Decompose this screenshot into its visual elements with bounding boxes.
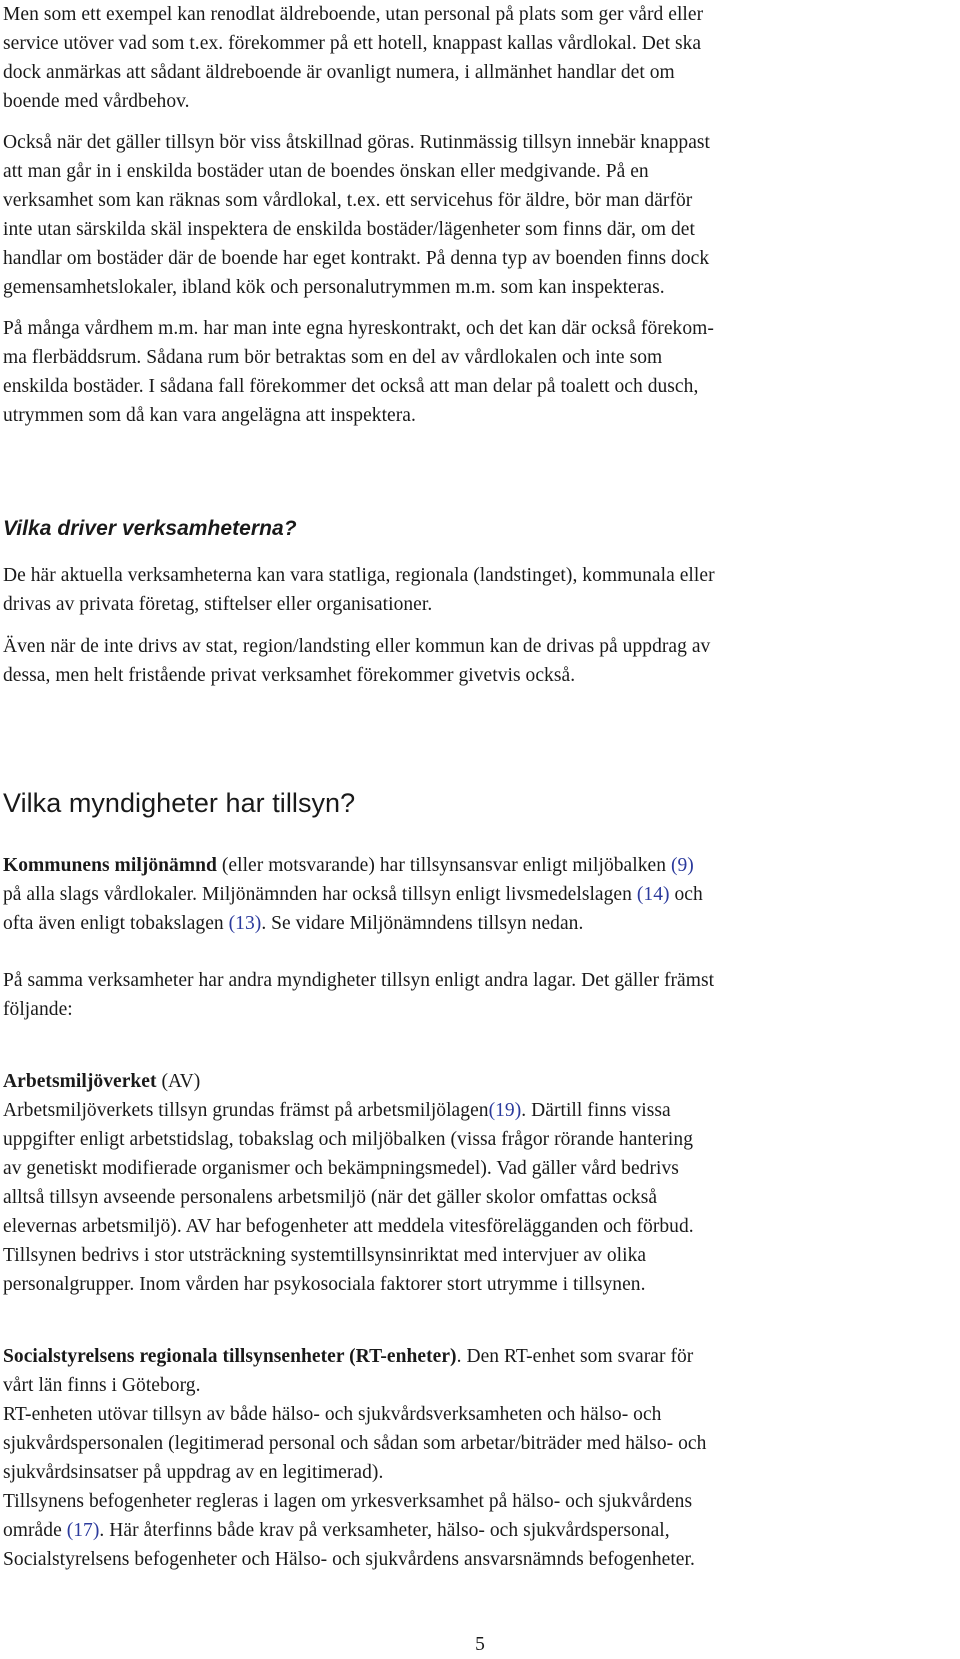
bold-term: Kommunens miljönämnd <box>3 855 217 876</box>
text-run: (AV) <box>156 1071 201 1092</box>
text-line: att man går in i enskilda bostäder utan de boendes önskan eller medgivande. På en <box>3 161 649 182</box>
text-line: uppgifter enligt arbetstidslag, tobakslag och miljöbalken (vissa frågor rörande hantering <box>3 1129 693 1150</box>
page-number: 5 <box>475 1634 485 1655</box>
text-line: drivas av privata företag, stiftelser eller organisationer. <box>3 594 433 615</box>
text-line: ma flerbäddsrum. Sådana rum bör betraktas som en del av vårdlokalen och inte som <box>3 347 663 368</box>
text-run: . Här återfinns både krav på verksamheter, hälso- och sjukvårdspersonal, <box>99 1520 670 1541</box>
text-run: (eller motsvarande) har tillsynsansvar enligt miljöbalken <box>216 855 671 876</box>
bold-term: Arbetsmiljöverket <box>3 1071 157 1092</box>
text-run: . Den RT-enhet som svarar för <box>456 1346 694 1367</box>
text-line: handlar om bostäder där de boende har eget kontrakt. På denna typ av boenden finns dock <box>3 248 710 269</box>
text-run: område <box>3 1520 67 1541</box>
bold-term: Socialstyrelsens regionala tillsynsenheter (RT-enheter) <box>3 1346 457 1367</box>
text-line <box>3 1067 953 1096</box>
text-line <box>3 1342 953 1371</box>
text-line: sjukvårdspersonalen (legitimerad personal och sådan som arbetar/biträder med hälso- och <box>3 1433 707 1454</box>
text-run: . Se vidare Miljönämndens tillsyn nedan. <box>261 913 584 934</box>
text-line <box>3 1516 953 1545</box>
reference-link[interactable]: (14) <box>636 884 670 905</box>
paragraph-rt-units <box>3 1342 953 1574</box>
reference-link[interactable]: (17) <box>66 1520 100 1541</box>
paragraph-commissioned <box>3 632 953 690</box>
paragraph-elderly-housing <box>3 0 953 116</box>
text-line: gemensamhetslokaler, ibland kök och personalutrymmen m.m. som kan inspekteras. <box>3 277 665 298</box>
text-line: elevernas arbetsmiljö). AV har befogenheter att meddela vitesförelägganden och förbud. <box>3 1216 694 1237</box>
reference-link[interactable]: (9) <box>670 855 694 876</box>
paragraph-other-authorities <box>3 966 953 1024</box>
text-line: På samma verksamheter har andra myndigheter tillsyn enligt andra lagar. Det gäller främst <box>3 970 715 991</box>
text-line: dessa, men helt fristående privat verksamhet förekommer givetvis också. <box>3 665 576 686</box>
heading-authorities: Vilka myndigheter har tillsyn? <box>3 788 356 818</box>
text-line: Tillsynen bedrivs i stor utsträckning systemtillsynsinriktat med intervjuer av olika <box>3 1245 647 1266</box>
text-line: sjukvårdsinsatser på uppdrag av en legitimerad). <box>3 1462 384 1483</box>
paragraph-care-homes <box>3 314 953 430</box>
text-line: boende med vårdbehov. <box>3 91 190 112</box>
text-line <box>3 1096 953 1125</box>
text-line <box>3 909 953 938</box>
text-line: De här aktuella verksamheterna kan vara statliga, regionala (landstinget), kommunala eller <box>3 565 715 586</box>
text-line: Även när de inte drivs av stat, region/landsting eller kommun kan de drivas på uppdrag av <box>3 636 711 657</box>
text-line: service utöver vad som t.ex. förekommer på ett hotell, knappast kallas vårdlokal. Det ska <box>3 33 702 54</box>
text-run: . Därtill finns vissa <box>521 1100 671 1121</box>
text-line: inte utan särskilda skäl inspektera de enskilda bostäder/lägenheter som finns där, om det <box>3 219 695 240</box>
text-line <box>3 851 953 880</box>
text-line: vårt län finns i Göteborg. <box>3 1375 201 1396</box>
text-run: ofta även enligt tobakslagen <box>3 913 229 934</box>
paragraph-work-environment-authority <box>3 1067 953 1299</box>
text-line: verksamhet som kan räknas som vårdlokal, t.ex. ett servicehus för äldre, bör man därför <box>3 190 693 211</box>
text-line: Tillsynens befogenheter regleras i lagen om yrkesverksamhet på hälso- och sjukvårdens <box>3 1491 693 1512</box>
heading-who-runs: Vilka driver verksamheterna? <box>3 517 297 540</box>
text-line: Men som ett exempel kan renodlat äldreboende, utan personal på plats som ger vård eller <box>3 4 704 25</box>
text-run: Arbetsmiljöverkets tillsyn grundas främst på arbetsmiljölagen <box>3 1100 489 1121</box>
text-line: Också när det gäller tillsyn bör viss åtskillnad göras. Rutinmässig tillsyn innebär knappast <box>3 132 711 153</box>
text-line: dock anmärkas att sådant äldreboende är ovanligt numera, i allmänhet handlar det om <box>3 62 675 83</box>
text-line: följande: <box>3 999 73 1020</box>
text-run: och <box>669 884 703 905</box>
text-line: av genetiskt modifierade organismer och bekämpningsmedel). Vad gäller vård bedrivs <box>3 1158 679 1179</box>
text-line: På många vårdhem m.m. har man inte egna hyreskontrakt, och det kan där också förekom- <box>3 318 714 339</box>
reference-link[interactable]: (19) <box>488 1100 522 1121</box>
paragraph-inspection-distinction <box>3 128 953 302</box>
text-run: på alla slags vårdlokaler. Miljönämnden har också tillsyn enligt livsmedelslagen <box>3 884 637 905</box>
text-line: alltså tillsyn avseende personalens arbetsmiljö (när det gäller skolor omfattas också <box>3 1187 658 1208</box>
text-line: Socialstyrelsens befogenheter och Hälso- och sjukvårdens ansvarsnämnds befogenheter. <box>3 1549 695 1570</box>
text-line: RT-enheten utövar tillsyn av både hälso- och sjukvårdsverksamheten och hälso- och <box>3 1404 662 1425</box>
paragraph-environment-board <box>3 851 953 938</box>
text-line: personalgrupper. Inom vården har psykosociala faktorer stort utrymme i tillsynen. <box>3 1274 646 1295</box>
paragraph-operators <box>3 561 953 619</box>
reference-link[interactable]: (13) <box>228 913 262 934</box>
text-line: utrymmen som då kan vara angelägna att inspektera. <box>3 405 416 426</box>
text-line: enskilda bostäder. I sådana fall förekommer det också att man delar på toalett och dusch, <box>3 376 699 397</box>
text-line <box>3 880 953 909</box>
